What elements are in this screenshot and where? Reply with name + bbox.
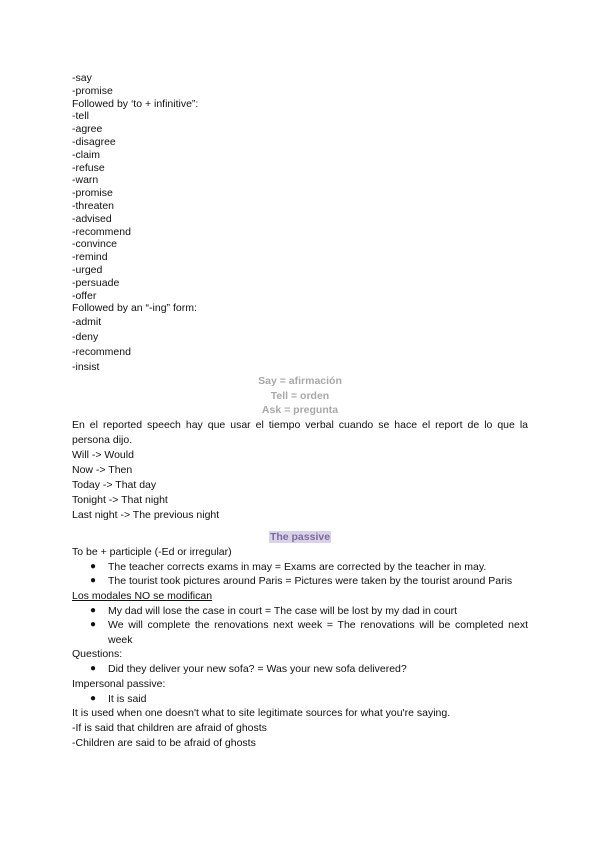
bullet-icon: ● (90, 604, 97, 616)
section-ing-form (72, 315, 528, 374)
list-item (72, 662, 528, 677)
list-item: -threaten (72, 199, 115, 212)
list-item (72, 604, 528, 619)
tense-changes (72, 448, 528, 523)
modals-heading: Los modales NO se modifican (72, 589, 213, 602)
list-item: -insist (72, 360, 100, 373)
bullet-icon: ● (90, 560, 97, 572)
impersonal-lines (72, 721, 528, 751)
list-item: -urged (72, 263, 103, 276)
impersonal-paragraph: It is used when one doesn't what to site legitimate sources for what you're saying. (72, 707, 451, 720)
list-item: -convince (72, 238, 117, 251)
list-item: Now -> Then (72, 463, 133, 476)
list-item: Today -> That day (72, 478, 157, 491)
impersonal-examples-list (72, 692, 528, 707)
list-item: Will -> Would (72, 448, 134, 461)
bullet-icon: ● (90, 663, 97, 675)
list-item (72, 692, 528, 707)
example-text: The tourist took pictures around Paris = Pictures were taken by the tourist around Paris (108, 575, 513, 588)
list-item: Last night -> The previous night (72, 508, 220, 521)
questions-heading: Questions: (72, 648, 123, 661)
list-item (72, 560, 528, 575)
note-line: Tell = orden (270, 389, 330, 402)
list-item: -admit (72, 316, 102, 329)
list-item: -offer (72, 289, 97, 302)
list-item: -promise (72, 84, 113, 97)
passive-examples-list (72, 560, 528, 589)
list-item: -promise (72, 187, 113, 200)
example-text: Did they deliver your new sofa? = Was your new sofa delivered? (108, 663, 407, 676)
list-item: -advised (72, 212, 112, 225)
example-text: The teacher corrects exams in may = Exams are corrected by the teacher in may. (108, 560, 487, 573)
list-item (72, 574, 528, 589)
example-text: My dad will lose the case in court = The case will be lost by my dad in court (108, 604, 458, 617)
list-item: -persuade (72, 276, 120, 289)
list-item: -warn (72, 174, 99, 187)
list-item (72, 618, 528, 647)
list-item: -recommend (72, 225, 131, 238)
reported-speech-paragraph: En el reported speech hay que usar el tiempo verbal cuando se hace el report de lo que la persona dijo. (72, 418, 528, 446)
list-say-promise (72, 72, 528, 98)
list-item: -remind (72, 251, 108, 264)
modal-examples-list (72, 604, 528, 648)
list-item: -claim (72, 148, 100, 161)
list-item: -agree (72, 123, 103, 136)
passive-title-wrap (72, 530, 528, 545)
list-item: -If is said that children are afraid of ghosts (72, 722, 267, 735)
list-item: -recommend (72, 345, 131, 358)
list-item: Tonight -> That night (72, 493, 168, 506)
bullet-icon: ● (90, 575, 97, 587)
say-tell-ask-notes (72, 374, 528, 418)
modals-heading-wrap (72, 589, 528, 604)
example-text: We will complete the renovations next week = The renovations will be completed next week (108, 619, 528, 646)
section-title: The passive (269, 530, 331, 543)
impersonal-heading: Impersonal passive: (72, 677, 166, 690)
list-item: -deny (72, 330, 99, 343)
section-to-infinitive (72, 98, 528, 316)
section-heading: Followed by an “-ing” form: (72, 302, 197, 315)
list-item: -Children are said to be afraid of ghosts (72, 737, 256, 750)
bullet-icon: ● (90, 692, 97, 704)
question-examples-list (72, 662, 528, 677)
list-item: -say (72, 72, 92, 84)
list-item: -refuse (72, 161, 105, 174)
document-body (72, 72, 528, 751)
bullet-icon: ● (90, 619, 97, 631)
list-item: -tell (72, 110, 89, 123)
note-line: Ask = pregunta (261, 404, 339, 417)
section-heading: Followed by ‘to + infinitive”: (72, 97, 199, 110)
passive-formula: To be + participle (-Ed or irregular) (72, 545, 232, 558)
example-text: It is said (108, 692, 147, 705)
note-line: Say = afirmación (258, 375, 342, 388)
list-item: -disagree (72, 135, 116, 148)
